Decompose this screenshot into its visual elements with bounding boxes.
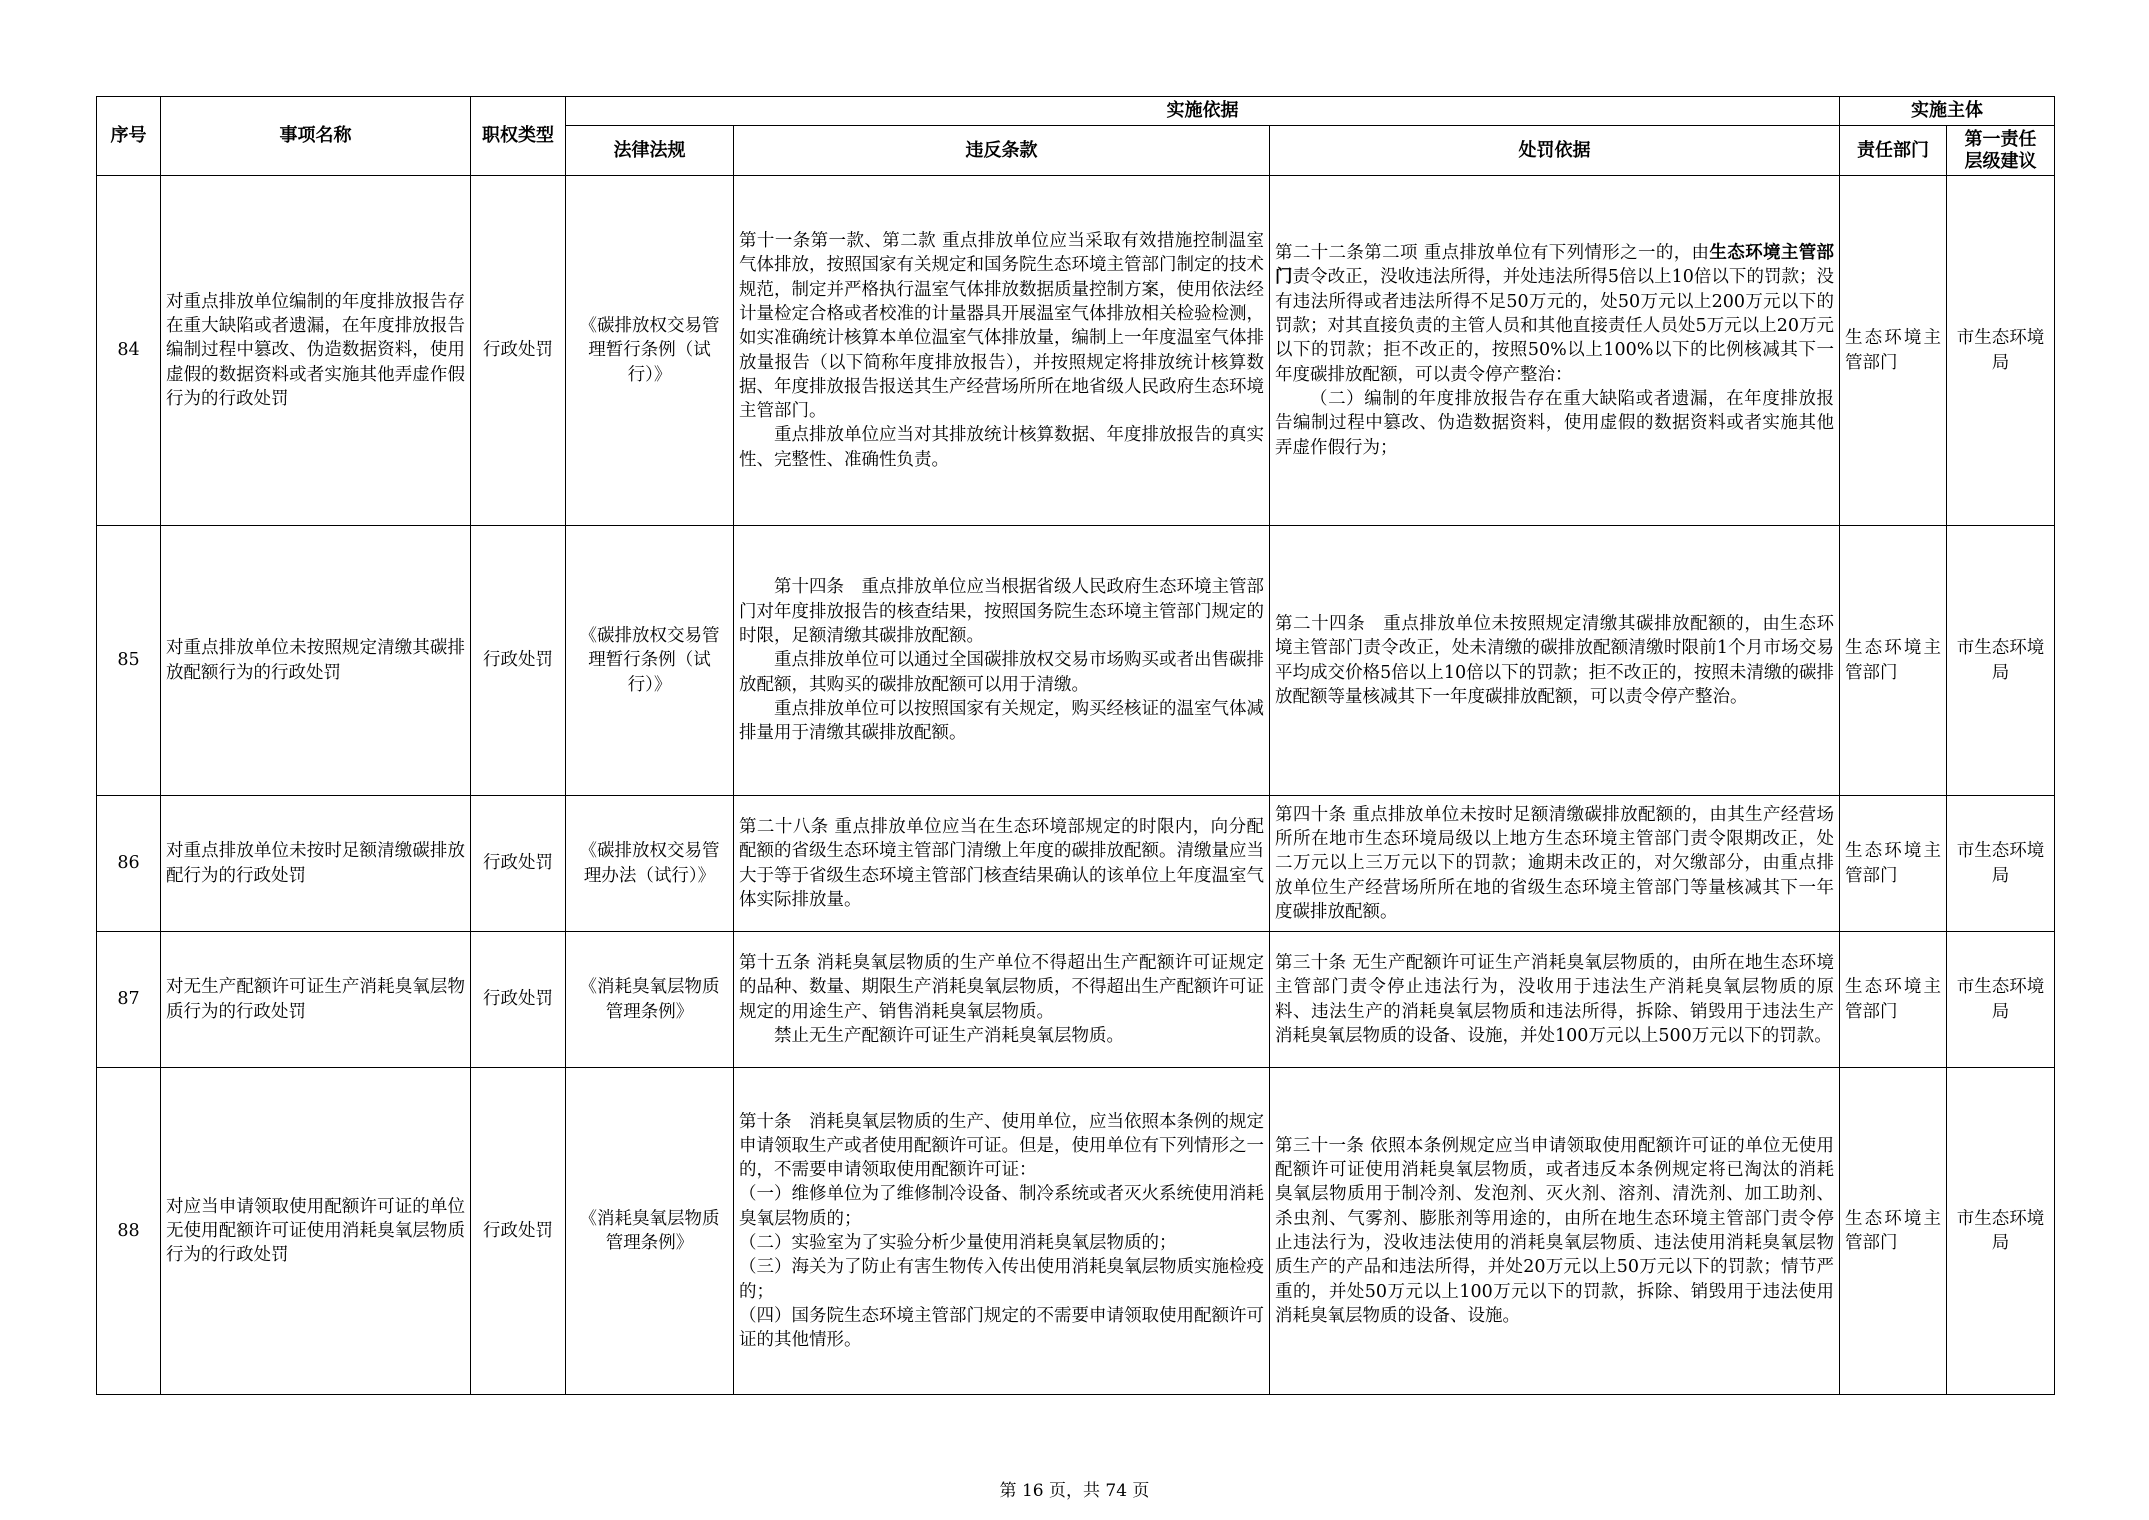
penalty-text: 第二十二条第二项 重点排放单位有下列情形之一的，由 [1275,243,1710,264]
row-dept: 生态环境主管部门 [1840,932,1947,1068]
row-violation [734,176,1270,526]
header-item-name: 事项名称 [161,97,471,176]
row-item-name: 对应当申请领取使用配额许可证的单位无使用配额许可证使用消耗臭氧层物质行为的行政处罚 [161,1068,471,1395]
violation-item: （四）国务院生态环境主管部门规定的不需要申请领取使用配额许可证的其他情形。 [739,1305,1264,1351]
row-penalty [1270,176,1840,526]
violation-para: 重点排放单位可以通过全国碳排放权交易市场购买或者出售碳排放配额，其购买的碳排放配额可以用于清缴。 [739,650,1264,695]
row-item-name: 对重点排放单位未按时足额清缴碳排放配行为的行政处罚 [161,796,471,932]
violation-item: （三）海关为了防止有害生物传入传出使用消耗臭氧层物质实施检疫的； [739,1257,1264,1302]
row-seq: 86 [97,796,161,932]
violation-para: 第十条 消耗臭氧层物质的生产、使用单位，应当依照本条例的规定申请领取生产或者使用配额许可证。但是，使用单位有下列情形之一的，不需要申请领取使用配额许可证： [739,1111,1264,1181]
violation-item: （二）实验室为了实验分析少量使用消耗臭氧层物质的； [739,1233,1177,1253]
table-row [97,526,2055,796]
row-penalty: 第四十条 重点排放单位未按时足额清缴碳排放配额的，由其生产经营场所所在地市生态环境局级以上地方生态环境主管部门责令限期改正，处二万元以上三万元以下的罚款；逾期未改正的，对欠缴部分，由重点排放单位生产经营场所所在地的省级生态环境主管部门等量核减其下一年度碳排放配额。 [1270,796,1840,932]
header-dept: 责任部门 [1840,126,1947,176]
row-penalty: 第二十四条 重点排放单位未按照规定清缴其碳排放配额的，由生态环境主管部门责令改正，处未清缴的碳排放配额清缴时限前1个月市场交易平均成交价格5倍以上10倍以下的罚款；拒不改正的，按照未清缴的碳排放配额等量核减其下一年度碳排放配额，可以责令停产整治。 [1270,526,1840,796]
violation-para: 第十四条 重点排放单位应当根据省级人民政府生态环境主管部门对年度排放报告的核查结果，按照国务院生态环境主管部门规定的时限，足额清缴其碳排放配额。 [739,577,1264,647]
table-row [97,176,2055,526]
page-footer: 第 16 页，共 74 页 [999,1481,1150,1501]
row-violation [734,526,1270,796]
penalty-para: （二）编制的年度排放报告存在重大缺陷或者遗漏，在年度排放报告编制过程中篡改、伪造数据资料，使用虚假的数据资料或者实施其他弄虚作假行为； [1275,388,1835,458]
row-power-type: 行政处罚 [471,1068,566,1395]
violation-item: （一）维修单位为了维修制冷设备、制冷系统或者灭火系统使用消耗臭氧层物质的； [739,1184,1264,1229]
row-dept: 生态环境主管部门 [1840,1068,1947,1395]
row-level: 市生态环境局 [1947,176,2055,526]
header-power-type: 职权类型 [471,97,566,176]
header-level-line1: 第一责任 [1964,128,2037,150]
violation-para: 第十一条第一款、第二款 重点排放单位应当采取有效措施控制温室气体排放，按照国家有关规定和国务院生态环境主管部门制定的技术规范，制定并严格执行温室气体排放数据质量控制方案，使用依法经计量检定合格或者校准的计量器具开展温室气体排放相关检验检测，如实准确统计核算本单位温室气体排放量，编制上一年度温室气体排放量报告（以下简称年度排放报告），并按照规定将排放统计核算数据、年度排放报告报送其生产经营场所所在地省级人民政府生态环境主管部门。 [739,231,1264,422]
header-penalty: 处罚依据 [1270,126,1840,176]
header-violation: 违反条款 [734,126,1270,176]
row-item-name: 对无生产配额许可证生产消耗臭氧层物质行为的行政处罚 [161,932,471,1068]
row-seq: 88 [97,1068,161,1395]
row-item-name: 对重点排放单位编制的年度排放报告存在重大缺陷或者遗漏，在年度排放报告编制过程中篡改、伪造数据资料，使用虚假的数据资料或者实施其他弄虚作假行为的行政处罚 [161,176,471,526]
header-level [1947,126,2055,176]
header-level-line2: 层级建议 [1964,150,2037,172]
table-row [97,932,2055,1068]
row-law: 《碳排放权交易管理暂行条例（试行）》 [566,526,734,796]
row-power-type: 行政处罚 [471,932,566,1068]
row-power-type: 行政处罚 [471,176,566,526]
row-power-type: 行政处罚 [471,796,566,932]
row-level: 市生态环境局 [1947,932,2055,1068]
penalty-text: 责令改正，没收违法所得，并处违法所得5倍以上10倍以下的罚款；没有违法所得或者违法所得不足50万元的，处50万元以上200万元以下的罚款；对其直接负责的主管人员和其他直接责任人员处5万元以上20万元以下的罚款；拒不改正的，按照50%以上100%以下的比例核减其下一年度碳排放配额，可以责令停产整治： [1275,267,1835,385]
row-law: 《碳排放权交易管理办法（试行）》 [566,796,734,932]
penalty-para [1275,241,1834,387]
header-law: 法律法规 [566,126,734,176]
header-seq: 序号 [97,97,161,176]
row-violation [734,1068,1270,1395]
row-level: 市生态环境局 [1947,526,2055,796]
row-law: 《碳排放权交易管理暂行条例（试行）》 [566,176,734,526]
violation-para: 重点排放单位应当对其排放统计核算数据、年度排放报告的真实性、完整性、准确性负责。 [739,425,1264,470]
row-dept: 生态环境主管部门 [1840,526,1947,796]
row-seq: 84 [97,176,161,526]
row-level: 市生态环境局 [1947,1068,2055,1395]
header-basis-group: 实施依据 [566,97,1840,126]
enforcement-table [96,96,2055,1395]
row-seq: 85 [97,526,161,796]
header-subject-group: 实施主体 [1840,97,2055,126]
row-violation: 第二十八条 重点排放单位应当在生态环境部规定的时限内，向分配配额的省级生态环境主管部门清缴上年度的碳排放配额。清缴量应当大于等于省级生态环境主管部门核查结果确认的该单位上年度温室气体实际排放量。 [734,796,1270,932]
violation-para: 重点排放单位可以按照国家有关规定，购买经核证的温室气体减排量用于清缴其碳排放配额。 [739,698,1264,744]
row-law: 《消耗臭氧层物质管理条例》 [566,1068,734,1395]
penalty-highlight: 生态环境主管部门 [1275,243,1835,288]
table-row [97,796,2055,932]
row-dept: 生态环境主管部门 [1840,796,1947,932]
row-level: 市生态环境局 [1947,796,2055,932]
table-row [97,1068,2055,1395]
row-dept: 生态环境主管部门 [1840,176,1947,526]
violation-para: 禁止无生产配额许可证生产消耗臭氧层物质。 [774,1025,1124,1046]
row-penalty: 第三十一条 依照本条例规定应当申请领取使用配额许可证的单位无使用配额许可证使用消耗臭氧层物质，或者违反本条例规定将已淘汰的消耗臭氧层物质用于制冷剂、发泡剂、灭火剂、溶剂、清洗剂、加工助剂、杀虫剂、气雾剂、膨胀剂等用途的，由所在地生态环境主管部门责令停止违法行为，没收违法使用的消耗臭氧层物质、违法使用消耗臭氧层物质生产的产品和违法所得，并处20万元以上50万元以下的罚款；情节严重的，并处50万元以上100万元以下的罚款，拆除、销毁用于违法使用消耗臭氧层物质的设备、设施。 [1270,1068,1840,1395]
row-power-type: 行政处罚 [471,526,566,796]
header-row-1 [97,97,2055,126]
row-seq: 87 [97,932,161,1068]
row-violation [734,932,1270,1068]
violation-para: 第十五条 消耗臭氧层物质的生产单位不得超出生产配额许可证规定的品种、数量、期限生产消耗臭氧层物质，不得超出生产配额许可证规定的用途生产、销售消耗臭氧层物质。 [739,952,1264,1022]
row-item-name: 对重点排放单位未按照规定清缴其碳排放配额行为的行政处罚 [161,526,471,796]
row-law: 《消耗臭氧层物质管理条例》 [566,932,734,1068]
row-penalty: 第三十条 无生产配额许可证生产消耗臭氧层物质的，由所在地生态环境主管部门责令停止违法行为，没收用于违法生产消耗臭氧层物质的原料、违法生产的消耗臭氧层物质和违法所得，拆除、销毁用于违法生产消耗臭氧层物质的设备、设施，并处100万元以上500万元以下的罚款。 [1270,932,1840,1068]
